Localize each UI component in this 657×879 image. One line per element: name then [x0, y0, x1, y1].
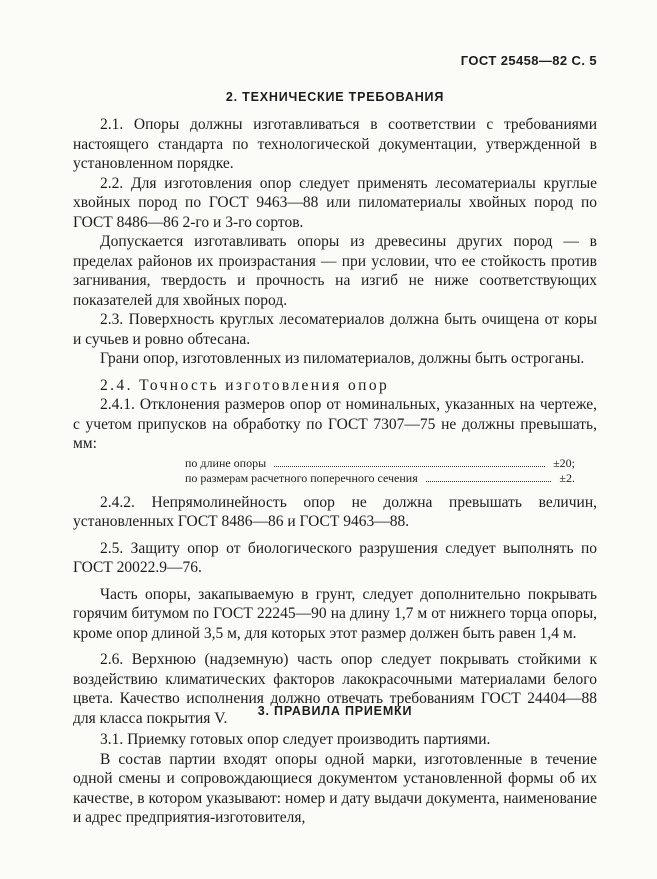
- paragraph-2-2: 2.2. Для изготовления опор следует применять лесоматериалы круглые хвойных пород по ГОСТ 9463—88 или пиломатериалы хвойных пород по ГОСТ 8486—86 2-го и 3-го сортов.: [73, 174, 597, 231]
- tolerance-row: [185, 456, 575, 471]
- tolerance-table: [185, 456, 575, 486]
- paragraph-3-1-note: В состав партии входят опоры одной марки, изготовленные в течение одной смены и сопровождающиеся документом установленной формы об их качестве, в котором указывают: номер и дату выдачи документа, наименование и адрес предприятия-изготовителя,: [73, 750, 597, 826]
- paragraph-2-6: 2.6. Верхнюю (надземную) часть опор следует покрывать стойкими к воздействию климатических факторов лакокрасочными материалами белого цвета. Качество исполнения должно отвечать требованиям ГОСТ 24404—88 для класса покрытия V.: [73, 651, 597, 727]
- leader-dots: [274, 456, 545, 467]
- paragraph-2-4: 2.4. Точность изготовления опор: [100, 376, 390, 394]
- paragraph-2-4-2: 2.4.2. Непрямолинейность опор не должна превышать величин, установленных ГОСТ 8486—86 и ГОСТ 9463—88.: [73, 493, 597, 530]
- paragraph-2-5: 2.5. Защиту опор от биологического разрушения следует выполнять по ГОСТ 20022.9—76.: [73, 539, 597, 576]
- tolerance-label: по длине опоры: [185, 455, 267, 470]
- paragraph-2-3-note: Грани опор, изготовленных из пиломатериалов, должны быть остроганы.: [100, 350, 585, 367]
- tolerance-value: ±20;: [553, 455, 575, 470]
- section-3-body: [73, 730, 597, 828]
- paragraph-3-1: 3.1. Приемку готовых опор следует производить партиями.: [100, 731, 491, 748]
- tolerance-value: ±2.: [559, 470, 575, 485]
- section-2-title: 2. ТЕХНИЧЕСКИЕ ТРЕБОВАНИЯ: [225, 90, 445, 104]
- section-2-body: [73, 115, 597, 728]
- tolerance-row: [185, 471, 575, 486]
- paragraph-2-2-note: Допускается изготавливать опоры из древесины других пород — в пределах районов их произрастания — при условии, что ее стойкость против загнивания, твердость и прочность на изгиб не ниже соответствующих показателей для хвойных пород.: [73, 233, 597, 309]
- paragraph-2-3: 2.3. Поверхность круглых лесоматериалов должна быть очищена от коры и сучьев и ровно обтесана.: [73, 311, 597, 348]
- paragraph-2-1: 2.1. Опоры должны изготавливаться в соответствии с требованиями настоящего стандарта по технологической документации, утвержденной в установленном порядке.: [73, 116, 597, 172]
- page-header: ГОСТ 25458—82 С. 5: [460, 53, 597, 68]
- paragraph-2-5-note: Часть опоры, закапываемую в грунт, следует дополнительно покрывать горячим битумом по ГОСТ 22245—90 на длину 1,7 м от нижнего торца опоры, кроме опор длиной 3,5 м, для которых этот размер должен быть равен 1,4 м.: [73, 585, 597, 642]
- paragraph-2-4-1: 2.4.1. Отклонения размеров опор от номинальных, указанных на чертеже, с учетом припусков на обработку по ГОСТ 7307—75 не должны превышать, мм:: [73, 396, 597, 452]
- tolerance-label: по размерам расчетного поперечного сечения: [185, 470, 418, 485]
- section-3-title: 3. ПРАВИЛА ПРИЕМКИ: [257, 704, 413, 718]
- leader-dots: [426, 471, 552, 482]
